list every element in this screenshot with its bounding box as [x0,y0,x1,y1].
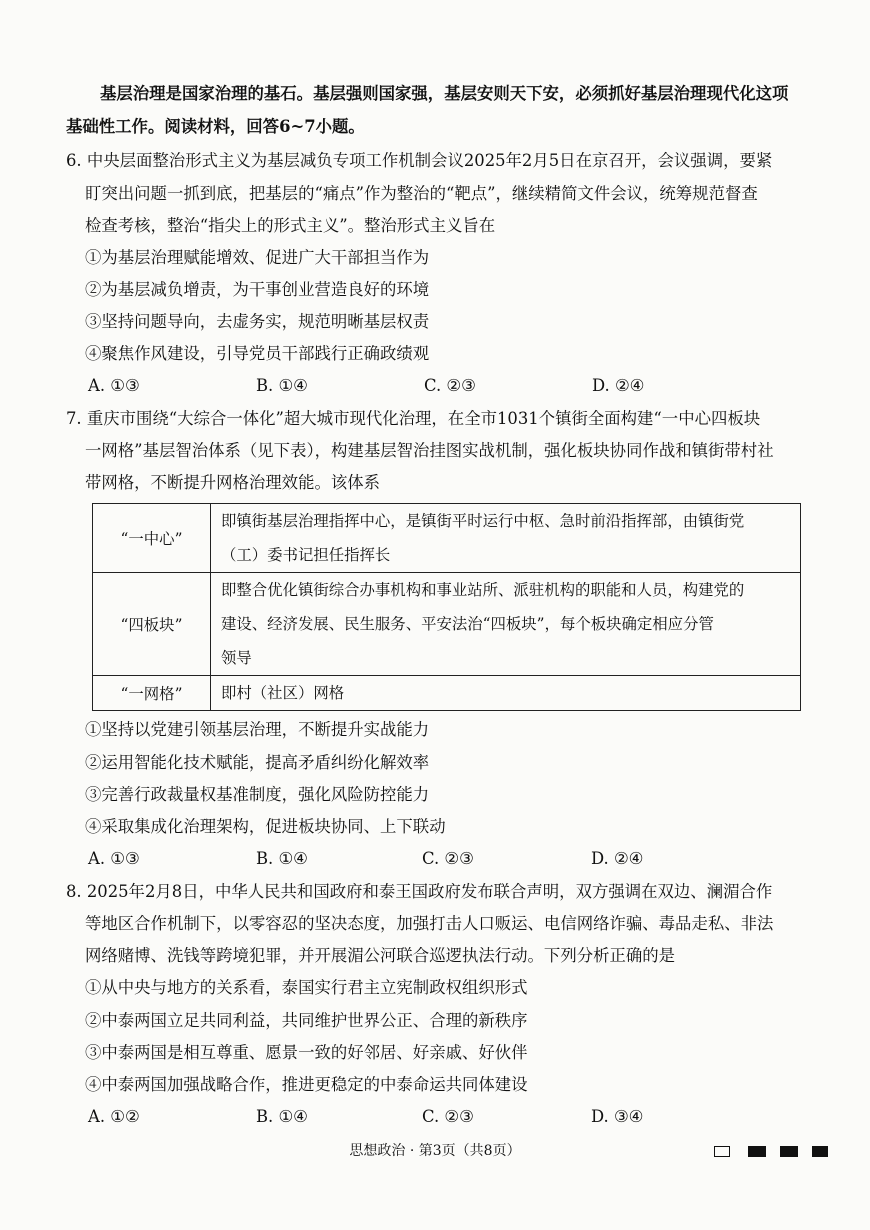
table-row [93,573,801,676]
q7-item-2: ②运用智能化技术赋能，提高矛盾纠纷化解效率 [85,753,430,772]
table-key: “一网格” [93,676,211,711]
table-value-line: 即镇街基层治理指挥中心，是镇街平时运行中枢、急时前沿指挥部，由镇街党 [221,512,745,530]
filled-bar-mark [748,1146,766,1157]
q6-stem-line-1: 6. 中央层面整治形式主义为基层减负专项工作机制会议2025年2月5日在京召开，会议强调，要紧 [66,151,773,170]
q6-option-d[interactable]: D. ②④ [592,376,645,395]
q6-stem-line-3: 检查考核，整治“指尖上的形式主义”。整治形式主义旨在 [85,216,496,235]
q6-stem-line-2: 盯突出问题一抓到底，把基层的“痛点”作为整治的“靶点”，继续精简文件会议，统筹规范督查 [85,184,758,203]
filled-bar-mark [812,1146,828,1157]
table-value [211,676,801,711]
q6-option-b[interactable]: B. ①④ [256,376,308,395]
q8-item-3: ③中泰两国是相互尊重、愿景一致的好邻居、好亲戚、好伙伴 [85,1043,528,1062]
q6-item-1: ①为基层治理赋能增效、促进广大干部担当作为 [85,248,430,267]
table-value [211,504,801,573]
table-key: “四板块” [93,573,211,676]
table-key: “一中心” [93,504,211,573]
intro-line-1: 基层治理是国家治理的基石。基层强则国家强，基层安则天下安，必须抓好基层治理现代化这项 [100,84,789,103]
q6-item-2: ②为基层减负增责，为干事创业营造良好的环境 [85,280,430,299]
table-value-line: 即整合优化镇街综合办事机构和事业站所、派驻机构的职能和人员，构建党的 [221,581,745,599]
q8-stem-line-1: 8. 2025年2月8日，中华人民共和国政府和泰王国政府发布联合声明，双方强调在双边、澜湄合作 [66,882,773,901]
q7-option-c[interactable]: C. ②③ [422,849,474,868]
q7-item-4: ④采取集成化治理架构，促进板块协同、上下联动 [85,817,446,836]
empty-square-mark [714,1146,730,1157]
q8-option-c[interactable]: C. ②③ [422,1107,474,1126]
q6-option-a[interactable]: A. ①③ [88,376,140,395]
q7-item-3: ③完善行政裁量权基准制度，强化风险防控能力 [85,785,430,804]
q7-item-1: ①坚持以党建引领基层治理，不断提升实战能力 [85,720,430,739]
table-row [93,504,801,573]
intro-line-2: 基础性工作。阅读材料，回答6~7小题。 [66,117,365,136]
q7-option-d[interactable]: D. ②④ [591,849,644,868]
q6-option-c[interactable]: C. ②③ [424,376,476,395]
q6-item-4: ④聚焦作风建设，引导党员干部践行正确政绩观 [85,344,430,363]
q7-stem-line-2: 一网格”基层智治体系（见下表），构建基层智治挂图实战机制，强化板块协同作战和镇街带村社 [85,441,774,460]
table-row [93,676,801,711]
q8-stem-line-3: 网络赌博、洗钱等跨境犯罪，并开展湄公河联合巡逻执法行动。下列分析正确的是 [85,946,676,965]
table-value-line: 领导 [221,649,252,667]
q8-stem-line-2: 等地区合作机制下，以零容忍的坚决态度，加强打击人口贩运、电信网络诈骗、毒品走私、非法 [85,914,774,933]
q6-item-3: ③坚持问题导向，去虚务实，规范明晰基层权责 [85,312,430,331]
q7-stem-line-1: 7. 重庆市围绕“大综合一体化”超大城市现代化治理，在全市1031个镇街全面构建“一中心四板块 [66,409,761,428]
q7-option-b[interactable]: B. ①④ [256,849,308,868]
q8-option-d[interactable]: D. ③④ [591,1107,644,1126]
table-value-line: （工）委书记担任指挥长 [221,546,391,564]
q8-option-a[interactable]: A. ①② [88,1107,140,1126]
q7-option-a[interactable]: A. ①③ [88,849,140,868]
filled-bar-mark [780,1146,798,1157]
q7-stem-line-3: 带网格，不断提升网格治理效能。该体系 [85,473,381,492]
q8-option-b[interactable]: B. ①④ [256,1107,308,1126]
table-value-line: 建设、经济发展、民生服务、平安法治“四板块”，每个板块确定相应分管 [221,615,714,633]
page-footer: 思想政治 · 第3页（共8页） [349,1143,521,1159]
q8-item-2: ②中泰两国立足共同利益，共同维护世界公正、合理的新秩序 [85,1011,528,1030]
q8-item-1: ①从中央与地方的关系看，泰国实行君主立宪制政权组织形式 [85,978,528,997]
governance-table [92,503,801,711]
table-value [211,573,801,676]
q8-item-4: ④中泰两国加强战略合作，推进更稳定的中泰命运共同体建设 [85,1075,528,1094]
table-value-line: 即村（社区）网格 [221,684,345,702]
